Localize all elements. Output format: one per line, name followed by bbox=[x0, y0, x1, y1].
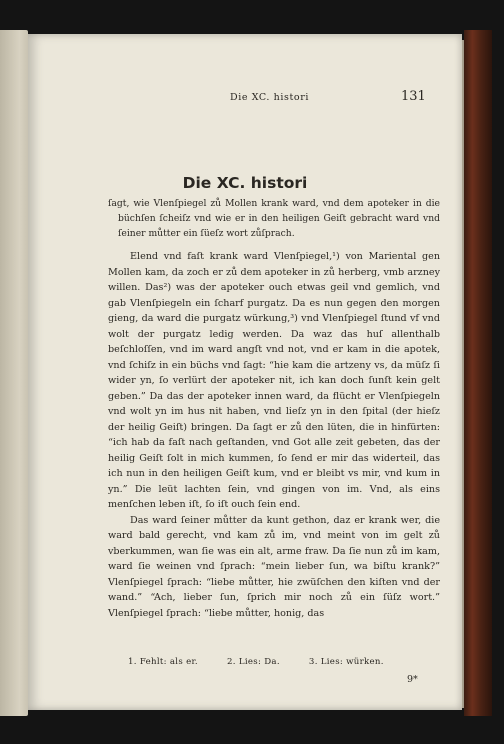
chapter-summary bbox=[108, 196, 440, 241]
footnote-1: 1. Fehlt: als er. bbox=[128, 657, 198, 667]
left-page-edge bbox=[0, 30, 28, 716]
paragraph-2: Das ward ſeiner můtter da kunt gethon, daz er krank wer, die ward bald gerecht, vnd kam zů im, vnd meint von im gelt zů vberkummen, wan ſie was ein alt, arme fraw. Da ſie nun zů im kam, ward ſie weinen vnd ſprach: “mein lieber ſun, wa biſtu krank?” Vlenſpiegel ſprach: “liebe můtter, hie zwüſchen den kiſten vnd der wand.” “Ach, lieber ſun, ſprich mir noch zů ein ſüſz wort.” Vlenſpiegel ſprach: “liebe můtter, honig, das bbox=[108, 514, 440, 619]
summary-text: ſagt, wie Vlenſpiegel zů Mollen krank ward, vnd dem apoteker in die büchſen ſcheiſz vnd wie er in den heiligen Geiſt gebracht ward vnd ſeiner můtter ein ſüeſz wort zůſprach. bbox=[108, 198, 440, 239]
book-cover-edge bbox=[464, 30, 492, 716]
chapter-title: Die XC. histori bbox=[182, 174, 308, 192]
footnote-3: 3. Lies: würken. bbox=[308, 657, 384, 667]
book-page bbox=[28, 34, 462, 710]
signature-mark: 9* bbox=[407, 674, 418, 685]
running-head: Die XC. histori bbox=[230, 92, 310, 103]
page-number: 131 bbox=[401, 89, 426, 104]
footnotes bbox=[128, 657, 428, 667]
footnote-2: 2. Lies: Da. bbox=[227, 657, 280, 667]
paragraph-1: Elend vnd faſt krank ward Vlenſpiegel,¹) von Mariental gen Mollen kam, da zoch er zů dem apoteker in zů herberg, vmb arzney willen. Das²) was der apoteker ouch etwas geil vnd gemlich, vnd gab Vlenſpiegeln ein ſcharf purgatz. Da es nun gegen den morgen gieng, da ward die purgatz würkung,³) vnd Vlenſpiegel ſtund vf vnd wolt der purgatz ledig werden. Da waz das huſ allenthalb beſchloſſen, vnd im ward angſt vnd not, vnd er kam in die apotek, vnd ſchiſz in ein büchs vnd ſagt: “hie kam die artzeny vs, da müſz ſi wider yn, ſo verlürt der apoteker nit, ich kan doch ſunſt kein gelt geben.” Da das der apoteker innen ward, da flücht er Vlenſpiegeln vnd wolt yn im hus nit haben, vnd lieſz yn in den ſpital (der hieſz der heilig Geiſt) bringen. Da ſagt er zů den lüten, die in hinfürten: “ich hab da faſt nach geſtanden, vnd Got alle zeit gebeten, das der heilig Geiſt ſolt in mich kummen, ſo ſend er mir das widerteil, das ich nun in den heiligen Geiſt kum, vnd er bleibt vs mir, vnd kum in yn.” Die leüt lachten ſein, vnd gingen von im. Vnd, als eins menſchen leben iſt, ſo iſt ouch ſein end. bbox=[108, 251, 440, 510]
body-text bbox=[108, 249, 440, 621]
